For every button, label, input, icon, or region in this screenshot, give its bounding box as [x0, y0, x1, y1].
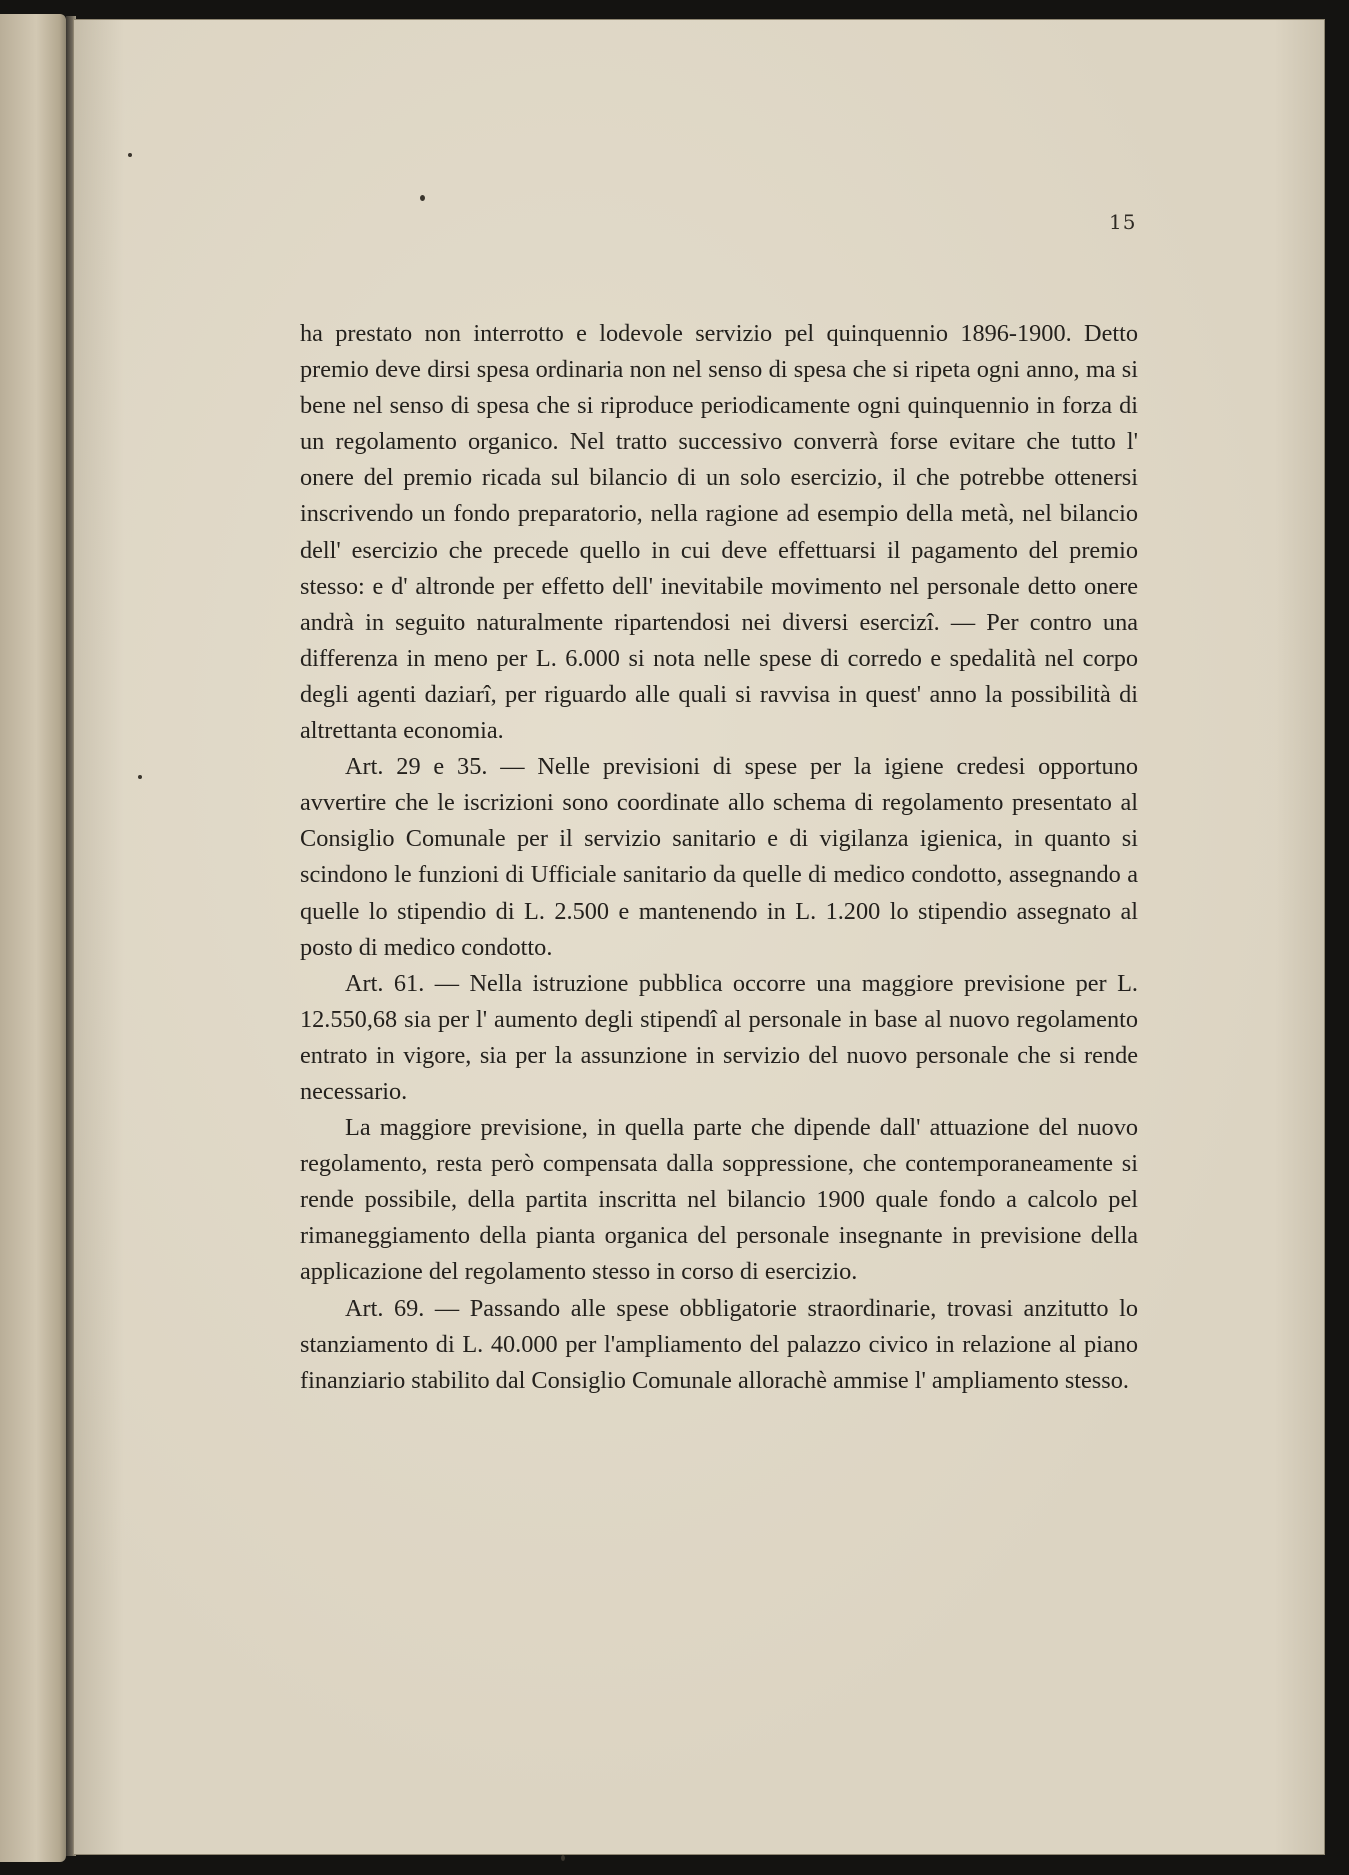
paragraph-maggiore-previsione: La maggiore previsione, in quella parte che dipende dall' attuazione del nuovo regolamento, resta però compensata dalla soppressione, che contemporaneamente si rende possibile, della partita inscritta nel bilancio 1900 quale fondo a calcolo pel rimaneggiamento della pianta organica del personale insegnante in previsione della applicazione del regolamento stesso in corso di esercizio.	[300, 1114, 1138, 1286]
paragraph-art-69: Art. 69. — Passando alle spese obbligatorie straordinarie, trovasi anzitutto lo stanziamento di L. 40.000 per l'ampliamento del palazzo civico in relazione al piano finanziario stabilito dal Consiglio Comunale allorachè ammise l' ampliamento stesso.	[300, 1294, 1138, 1394]
paragraph-premio: ha prestato non interrotto e lodevole servizio pel quinquennio 1896-1900. Detto premio deve dirsi spesa ordinaria non nel senso di spesa che si ripeta ogni anno, ma si bene nel senso di spesa che si riproduce periodicamente ogni quinquennio in forza di un regolamento organico. Nel tratto successivo converrà forse evitare che tutto l' onere del premio ricada sul bilancio di un solo esercizio, il che potrebbe ottenersi inscrivendo un fondo preparatorio, nella ragione ad esempio della metà, nel bilancio dell' esercizio che precede quello in cui deve effettuarsi il pagamento del premio stesso: e d' altronde per effetto dell' inevitabile movimento nel personale detto onere andrà in seguito naturalmente ripartendosi nei diversi esercizî. — Per contro una differenza in meno per L. 6.000 si nota nelle spese di corredo e spedalità nel corpo degli agenti daziarî, per riguardo alle quali si ravvisa in quest' anno la possibilità di altrettanta economia.	[300, 320, 1138, 745]
body-text	[300, 316, 1138, 1399]
paragraph-art-61: Art. 61. — Nella istruzione pubblica occorre una maggiore previsione per L. 12.550,68 sia per l' aumento degli stipendî al personale in base al nuovo regolamento entrato in vigore, sia per la assunzione in servizio del nuovo personale che si rende necessario.	[300, 969, 1138, 1105]
document-page	[74, 20, 1324, 1854]
paragraph-art-29-35: Art. 29 e 35. — Nelle previsioni di spese per la igiene credesi opportuno avvertire che le iscrizioni sono coordinate allo schema di regolamento presentato al Consiglio Comunale per il servizio sanitario e di vigilanza igienica, in quanto si scindono le funzioni di Ufficiale sanitario da quelle di medico condotto, assegnando a quelle lo stipendio di L. 2.500 e mantenendo in L. 1.200 lo stipendio assegnato al posto di medico condotto.	[300, 753, 1138, 961]
ink-speck	[561, 1855, 565, 1861]
ink-speck	[138, 775, 142, 779]
page-number: 15	[1109, 210, 1137, 234]
ink-speck	[420, 195, 425, 201]
previous-page-edge	[0, 14, 66, 1862]
ink-speck	[128, 153, 132, 157]
